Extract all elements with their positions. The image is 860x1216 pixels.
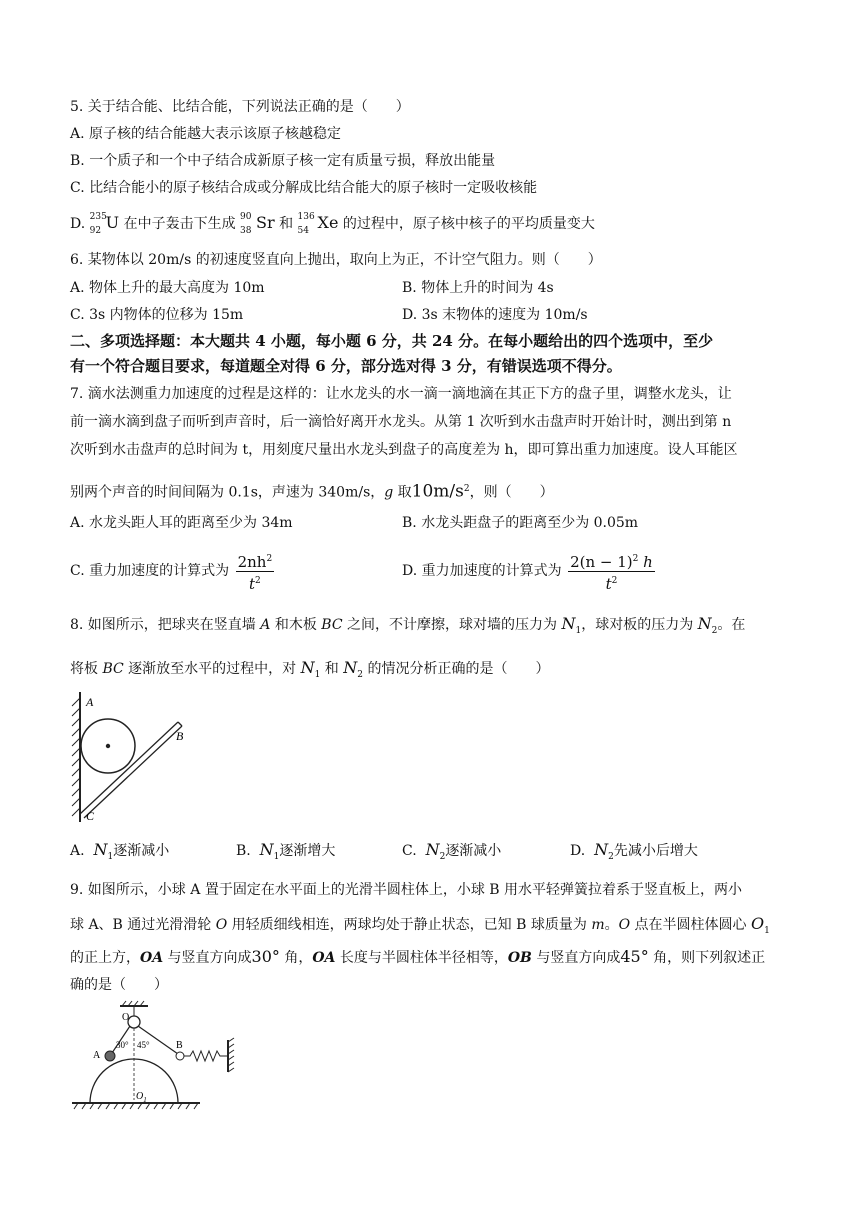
q5-d-text-1: 在中子轰击下生成 bbox=[123, 216, 236, 232]
q8-option-a: A. $N_1$逐渐减小 bbox=[70, 840, 170, 862]
q8-line1: 8. 如图所示，把球夹在竖直墙 A 和木板 BC 之间，不计摩擦，球对墙的压力为 $N_1$，球对板的压力为 $N_2$。在 bbox=[70, 614, 746, 636]
q5-d-text-3: 的过程中，原子核中核子的平均质量变大 bbox=[342, 216, 595, 232]
q5-option-a: A. 原子核的结合能越大表示该原子核越稳定 bbox=[70, 126, 342, 142]
ball-center-dot bbox=[106, 744, 110, 748]
q7-line3: 次听到水击盘声的总时间为 t，用刻度尺量出水龙头到盘子的高度差为 h，即可算出重力加速度。设人耳能区 bbox=[70, 442, 738, 458]
q8-line2: 将板 BC 逐渐放至水平的过程中，对 $N_1$ 和 $N_2$ 的情况分析正确的是（ ） bbox=[70, 658, 550, 680]
ball-a bbox=[105, 1051, 115, 1061]
wall-hatching bbox=[72, 692, 80, 822]
label-30-deg: 30° bbox=[116, 1040, 129, 1050]
q7-d-fraction: $\frac{2(n - 1)^2 h}{t^2}$ bbox=[568, 550, 655, 593]
q5-d-text-2: 和 bbox=[279, 216, 294, 232]
q6-option-d: D. 3s 末物体的速度为 10m/s bbox=[402, 307, 588, 323]
q9-line2: 球 A、B 通过光滑滑轮 O 用轻质细线相连，两球均处于静止状态，已知 B 球质量为 m。O 点在半圆柱体圆心 $O_1$ bbox=[70, 914, 770, 936]
q7-option-c: C. 重力加速度的计算式为 $\frac{2nh^2}{t^2}$ bbox=[70, 548, 276, 594]
q6-option-b: B. 物体上升的时间为 4s bbox=[402, 280, 554, 296]
label-45-deg: 45° bbox=[137, 1040, 150, 1050]
label-a: A bbox=[86, 695, 94, 709]
ground-hatching bbox=[72, 1103, 200, 1109]
q5-option-d bbox=[70, 213, 595, 234]
label-o: O bbox=[122, 1012, 130, 1023]
q7-option-a: A. 水龙头距人耳的距离至少为 34m bbox=[70, 515, 293, 531]
ball-b bbox=[176, 1052, 184, 1060]
nuclide-uranium: 235 92 U bbox=[89, 212, 120, 236]
q7-line4: 别两个声音的时间间隔为 0.1s，声速为 340m/s，g 取$10m/s^2$，则（ ） bbox=[70, 481, 554, 502]
q5-option-c: C. 比结合能小的原子核结合成或分解成比结合能大的原子核时一定吸收核能 bbox=[70, 180, 538, 196]
spring bbox=[184, 1051, 228, 1061]
label-a: A bbox=[93, 1050, 101, 1061]
q5-stem: 5. 关于结合能、比结合能，下列说法正确的是（ ） bbox=[70, 99, 410, 115]
q8-option-b: B. $N_1$逐渐增大 bbox=[236, 840, 336, 862]
q9-line3: 的正上方，OA 与竖直方向成30° 角，OA 长度与半圆柱体半径相等，OB 与竖直方向成45° 角，则下列叙述正 bbox=[70, 947, 766, 966]
label-o1: $O_1$ bbox=[136, 1091, 147, 1104]
q9-figure-semicylinder-pulley bbox=[66, 1000, 246, 1115]
q7-option-b: B. 水龙头距盘子的距离至少为 0.05m bbox=[402, 515, 639, 531]
nuclide-xenon: 136 54 Xe bbox=[297, 212, 339, 236]
q6-option-a: A. 物体上升的最大高度为 10m bbox=[70, 280, 265, 296]
label-b: B bbox=[176, 729, 184, 743]
q9-line1: 9. 如图所示，小球 A 置于固定在水平面上的光滑半圆柱体上，小球 B 用水平轻弹簧拉着系于竖直板上，两小 bbox=[70, 882, 743, 898]
q6-option-c: C. 3s 内物体的位移为 15m bbox=[70, 307, 244, 323]
q6-stem: 6. 某物体以 20m/s 的初速度竖直向上抛出，取向上为正，不计空气阻力。则（ ） bbox=[70, 252, 602, 268]
section-heading-line2: 有一个符合题目要求，每道题全对得 6 分，部分选对得 3 分，有错误选项不得分。 bbox=[70, 357, 622, 375]
q7-line2: 前一滴水滴到盘子而听到声音时，后一滴恰好离开水龙头。从第 1 次听到水击盘声时开始计时，测出到第 n bbox=[70, 414, 732, 430]
label-c: C bbox=[86, 809, 95, 823]
q8-option-c: C. $N_2$逐渐减小 bbox=[402, 840, 502, 862]
vertical-plate bbox=[228, 1038, 234, 1072]
nuclide-strontium: 90 38 Sr bbox=[240, 212, 275, 236]
q7-option-d: D. 重力加速度的计算式为 $\frac{2(n - 1)^2 h}{t^2}$ bbox=[402, 548, 657, 594]
label-b: B bbox=[176, 1040, 183, 1051]
q8-option-d: D. $N_2$先减小后增大 bbox=[570, 840, 698, 862]
q5-option-b: B. 一个质子和一个中子结合成新原子核一定有质量亏损，释放出能量 bbox=[70, 153, 496, 169]
q9-line4: 确的是（ ） bbox=[70, 977, 168, 993]
q7-c-fraction: $\frac{2nh^2}{t^2}$ bbox=[236, 550, 275, 593]
section-heading-line1: 二、多项选择题：本大题共 4 小题，每小题 6 分，共 24 分。在每小题给出的四个选项中，至少 bbox=[70, 332, 714, 350]
q5-d-prefix: D. bbox=[70, 216, 90, 232]
q7-line1: 7. 滴水法测重力加速度的过程是这样的：让水龙头的水一滴一滴地滴在其正下方的盘子里，调整水龙头，让 bbox=[70, 386, 732, 402]
q8-figure-wall-ball-board bbox=[66, 688, 196, 828]
